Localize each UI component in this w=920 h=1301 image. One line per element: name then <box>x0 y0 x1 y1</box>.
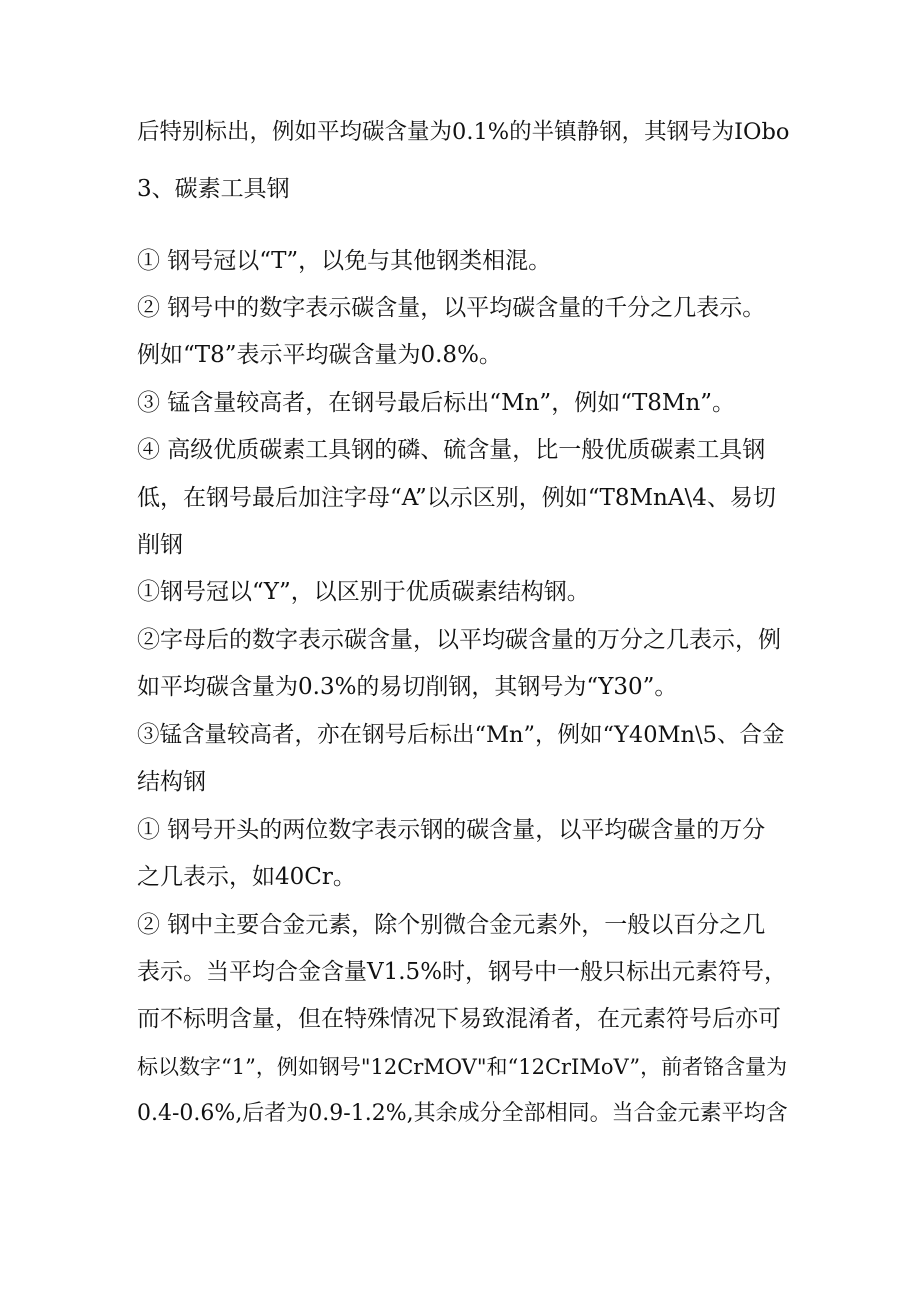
text-line: 低，在钢号最后加注字母“A”以示区别，例如“T8MnA\4、易切 <box>137 485 776 511</box>
text-line: ①钢号冠以“Y”，以区别于优质碳素结构钢。 <box>137 579 590 605</box>
text-line: 削钢 <box>137 532 183 558</box>
text-line: 如平均碳含量为0.3%的易切削钢，其钢号为“Y30”。 <box>137 674 678 700</box>
text-line: ① 钢号冠以“T”，以免与其他钢类相混。 <box>137 248 552 274</box>
text-line: 之几表示，如40Cr。 <box>137 864 356 890</box>
text-line: 标以数字“1”，例如钢号"12CrMOV"和“12CrIMoV”，前者铬含量为 <box>137 1055 788 1079</box>
text-line: ②字母后的数字表示碳含量，以平均碳含量的万分之几表示，例 <box>137 627 781 653</box>
text-line: 表示。当平均合金含量V1.5%时，钢号中一般只标出元素符号， <box>137 959 788 985</box>
text-line: 0.4-0.6%,后者为0.9-1.2%,其余成分全部相同。当合金元素平均含 <box>137 1101 788 1126</box>
text-line: 而不标明含量，但在特殊情况下易致混淆者，在元素符号后亦可 <box>137 1006 781 1032</box>
text-line: ② 钢号中的数字表示碳含量，以平均碳含量的千分之几表示。 <box>137 295 766 321</box>
text-line: ② 钢中主要合金元素，除个别微合金元素外，一般以百分之几 <box>137 912 766 938</box>
text-line: 结构钢 <box>137 769 206 795</box>
text-line: ③ 锰含量较高者，在钢号最后标出“Mn”，例如“T8Mn”。 <box>137 390 736 416</box>
section-heading: 3、碳素工具钢 <box>137 176 290 202</box>
text-line: 后特别标出，例如平均碳含量为0.1%的半镇静钢，其钢号为IObo <box>137 119 790 145</box>
text-line: 例如“T8”表示平均碳含量为0.8%。 <box>137 342 502 368</box>
text-line: ① 钢号开头的两位数字表示钢的碳含量，以平均碳含量的万分 <box>137 817 766 843</box>
text-line: ④ 高级优质碳素工具钢的磷、硫含量，比一般优质碳素工具钢 <box>137 437 766 463</box>
text-line: ③锰含量较高者，亦在钢号后标出“Mn”，例如“Y40Mn\5、合金 <box>137 722 785 748</box>
